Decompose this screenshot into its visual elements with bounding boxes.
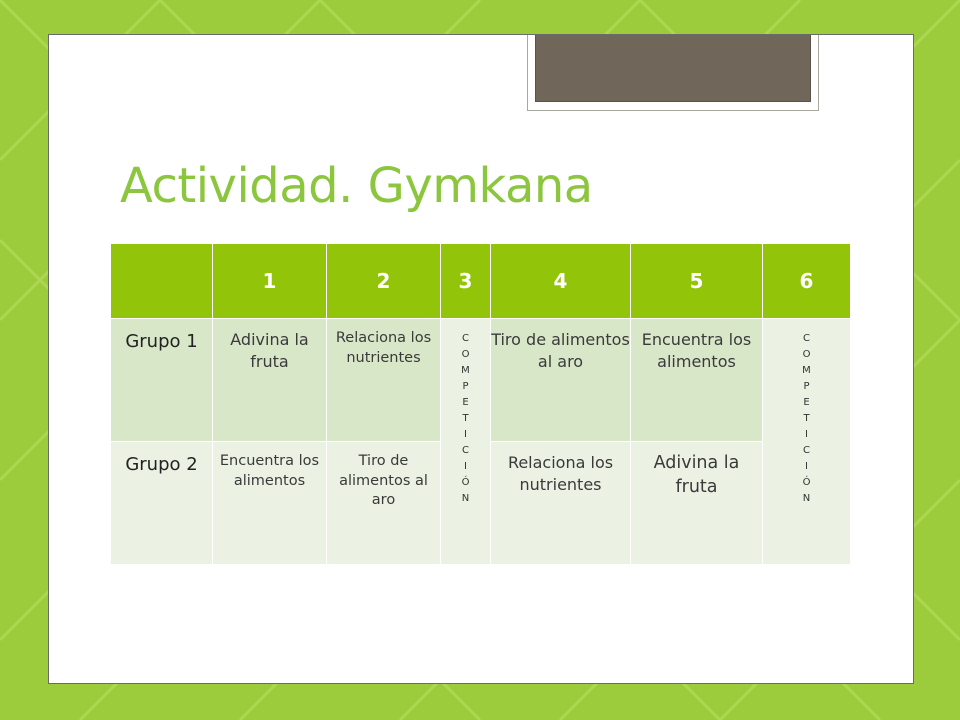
competition-letter: C	[462, 333, 469, 344]
activity-cell	[213, 319, 327, 442]
competition-cell-6	[763, 319, 851, 565]
activity-label: Relaciona los nutrientes	[507, 453, 614, 494]
competition-letter: C	[803, 445, 810, 456]
competition-letter: O	[461, 349, 470, 360]
competition-letter: I	[464, 461, 467, 472]
competition-letter: C	[462, 445, 469, 456]
competition-letter: T	[462, 413, 469, 424]
header-cell-2: 2	[327, 244, 441, 319]
activity-label: Encuentra los alimentos	[219, 453, 320, 489]
competition-letter: E	[462, 397, 469, 408]
activity-cell	[491, 442, 631, 565]
competition-letter: Ó	[461, 477, 470, 488]
competition-letter: T	[803, 413, 810, 424]
activity-label: Encuentra los alimentos	[641, 330, 752, 371]
slide-title: Actividad. Gymkana	[120, 158, 593, 214]
group-label: Grupo 1	[125, 331, 198, 352]
activity-label: Relaciona los nutrientes	[335, 330, 432, 366]
table-header-row	[111, 244, 851, 319]
header-cell-6: 6	[763, 244, 851, 319]
table-row	[111, 319, 851, 442]
competition-letter: M	[802, 365, 811, 376]
activity-cell	[631, 442, 763, 565]
competition-letter: N	[802, 493, 811, 504]
activity-label: Tiro de alimentos al aro	[491, 330, 630, 371]
competition-vertical-text	[763, 319, 850, 507]
activity-label: Tiro de alimentos al aro	[339, 453, 428, 509]
group-label: Grupo 2	[125, 454, 198, 475]
header-cell-1: 1	[213, 244, 327, 319]
competition-letter: C	[803, 333, 810, 344]
competition-letter: O	[802, 349, 811, 360]
activity-cell	[327, 442, 441, 565]
competition-letter: N	[461, 493, 470, 504]
competition-letter: Ó	[802, 477, 811, 488]
competition-letter: P	[803, 381, 810, 392]
activity-cell	[491, 319, 631, 442]
competition-letter: P	[462, 381, 469, 392]
activity-label: Adivina la fruta	[653, 453, 740, 497]
header-cell-4: 4	[491, 244, 631, 319]
header-cell-empty	[111, 244, 213, 319]
activity-label: Adivina la fruta	[230, 330, 309, 371]
slide-tab-inner	[535, 35, 811, 102]
competition-letter: I	[464, 429, 467, 440]
competition-cell-3	[441, 319, 491, 565]
competition-letter: I	[805, 429, 808, 440]
group-label-cell	[111, 319, 213, 442]
group-label-cell	[111, 442, 213, 565]
competition-vertical-text	[441, 319, 490, 507]
competition-letter: E	[803, 397, 810, 408]
competition-letter: M	[461, 365, 470, 376]
header-cell-5: 5	[631, 244, 763, 319]
header-cell-3: 3	[441, 244, 491, 319]
slide-tab-decoration	[527, 35, 819, 111]
competition-letter: I	[805, 461, 808, 472]
activity-cell	[631, 319, 763, 442]
activity-cell	[327, 319, 441, 442]
gymkana-table	[110, 243, 851, 565]
activity-cell	[213, 442, 327, 565]
